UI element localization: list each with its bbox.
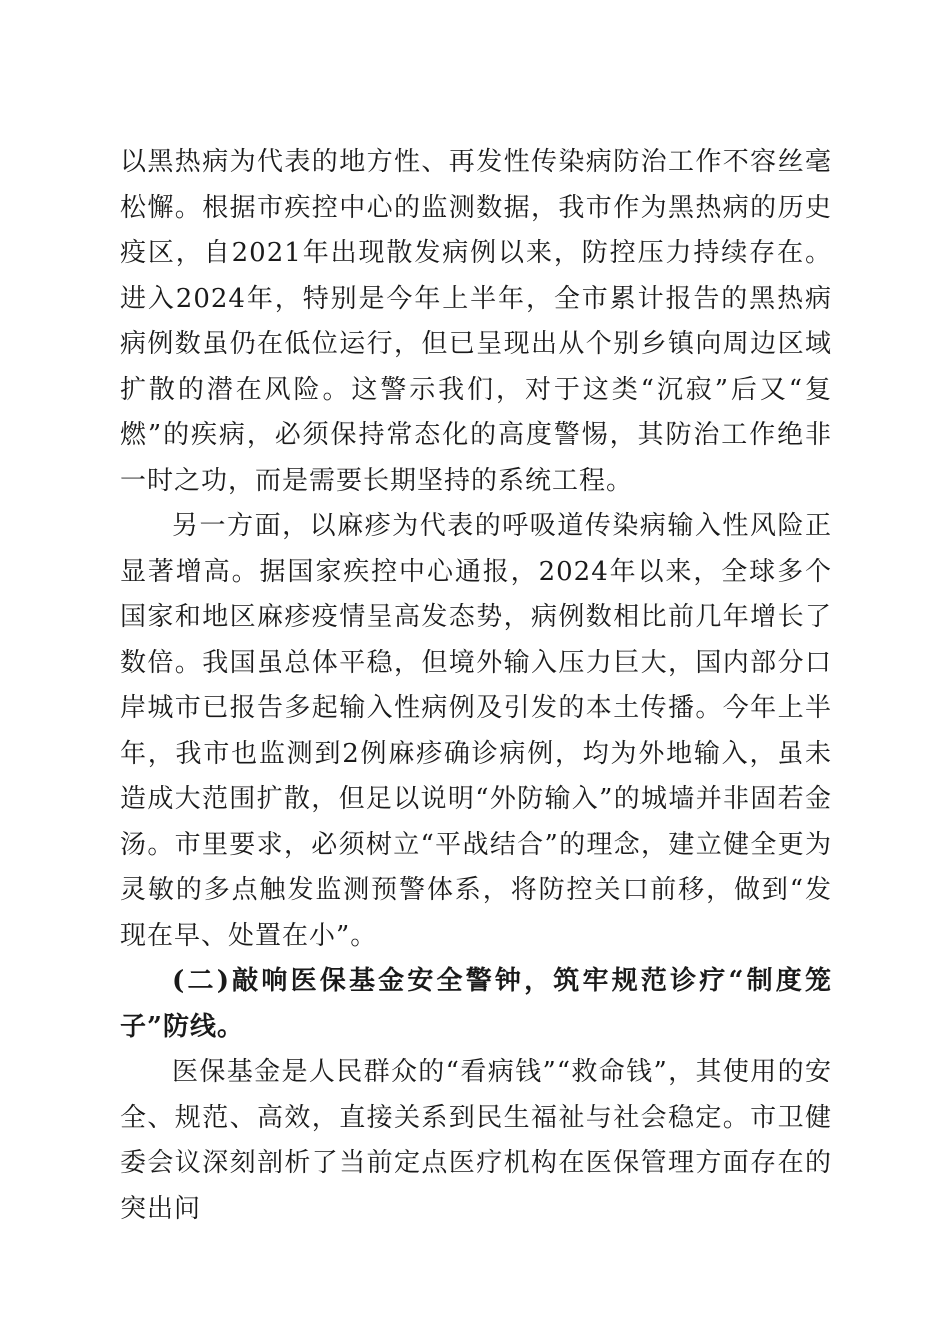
paragraph-measles-risk: 另一方面，以麻疹为代表的呼吸道传染病输入性风险正显著增高。据国家疾控中心通报，2024年以来，全球多个国家和地区麻疹疫情呈高发态势，病例数相比前几年增长了数倍。我国虽总体平稳，但境外输入压力巨大，国内部分口岸城市已报告多起输入性病例及引发的本土传播。今年上半年，我市也监测到2例麻疹确诊病例，均为外地输入，虽未造成大范围扩散，但足以说明“外防输入”的城墙并非固若金汤。市里要求，必须树立“平战结合”的理念，建立健全更为灵敏的多点触发监测预警体系，将防控关口前移，做到“发现在早、处置在小”。	[120, 511, 832, 951]
section-heading: (二)敲响医保基金安全警钟，筑牢规范诊疗“制度笼子”防线。	[120, 966, 832, 1042]
paragraph-continued: 以黑热病为代表的地方性、再发性传染病防治工作不容丝毫松懈。根据市疾控中心的监测数据，我市作为黑热病的历史疫区，自2021年出现散发病例以来，防控压力持续存在。进入2024年，特别是今年上半年，全市累计报告的黑热病病例数虽仍在低位运行，但已呈现出从个别乡镇向周边区域扩散的潜在风险。这警示我们，对于这类“沉寂”后又“复燃”的疾病，必须保持常态化的高度警惕，其防治工作绝非一时之功，而是需要长期坚持的系统工程。	[120, 147, 832, 496]
paragraph-medical-insurance: 医保基金是人民群众的“看病钱”“救命钱”，其使用的安全、规范、高效，直接关系到民生福祉与社会稳定。市卫健委会议深刻剖析了当前定点医疗机构在医保管理方面存在的突出问	[120, 1057, 832, 1224]
document-body	[120, 140, 832, 1232]
